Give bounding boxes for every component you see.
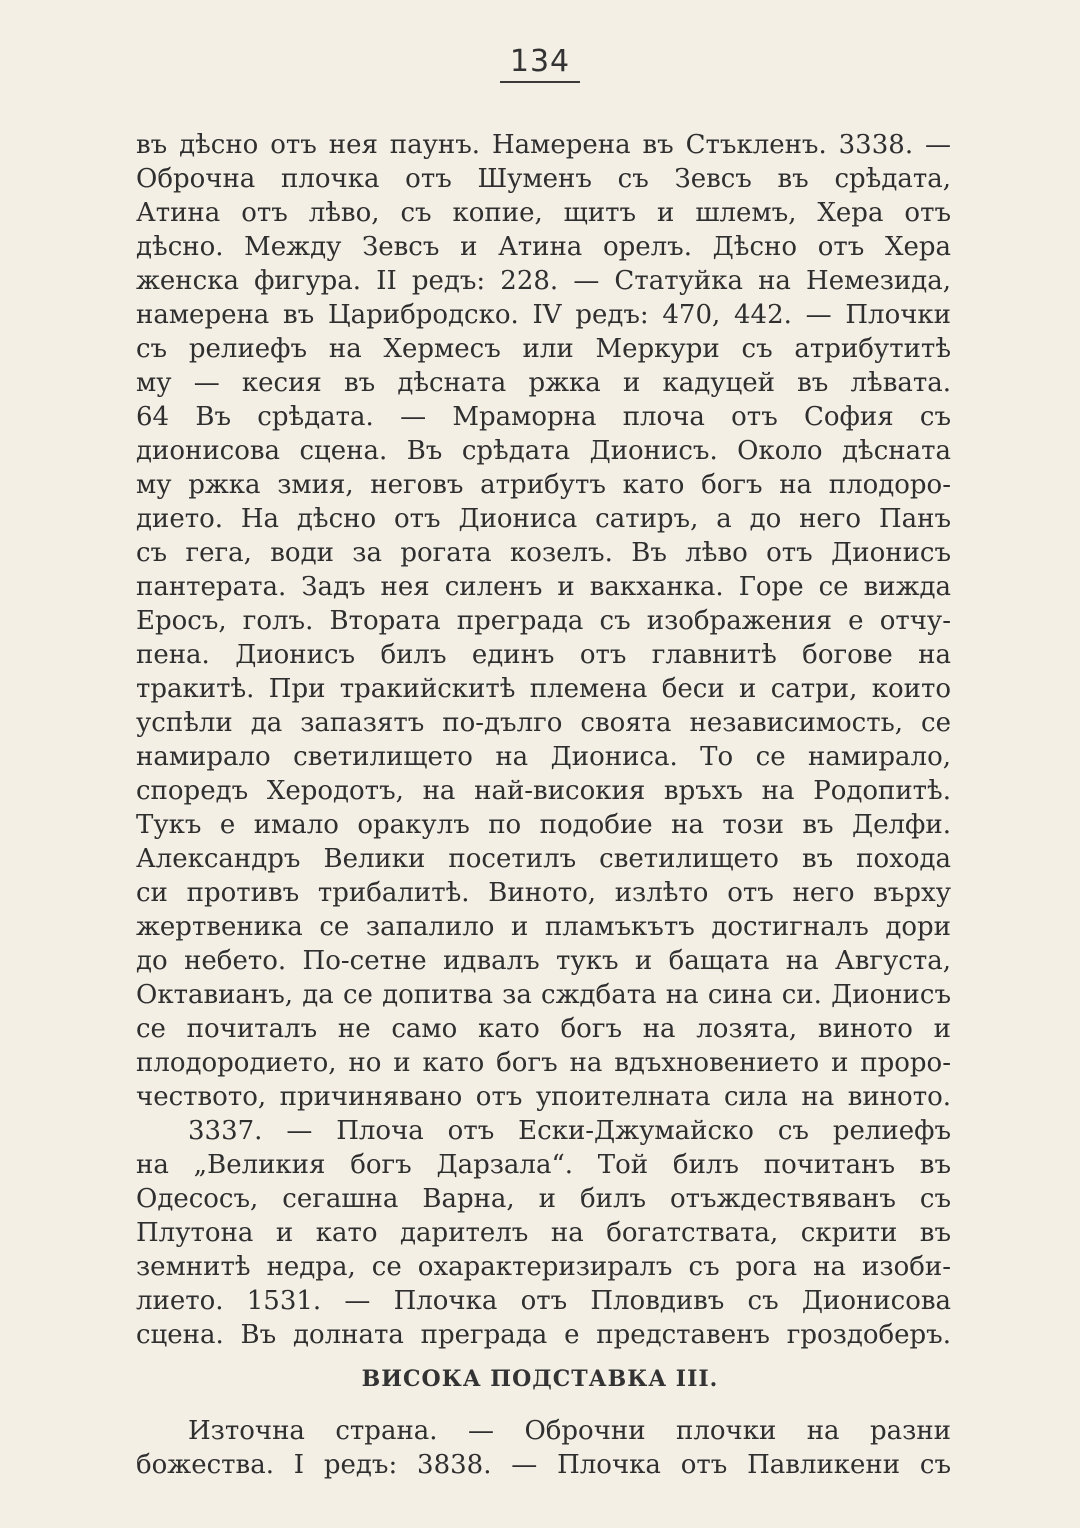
- text-line: намирало светилището на Диониса. То се намирало,: [136, 742, 951, 772]
- text-line: сцена. Въ долната преграда е представенъ гроздоберъ.: [136, 1320, 951, 1350]
- text-line: Атина отъ лѣво, съ копие, щитъ и шлемъ, Хера отъ: [136, 198, 951, 228]
- text-line: 3337. — Плоча отъ Ески-Джумайско съ релиефъ: [188, 1116, 951, 1146]
- text-line: Източна страна. — Оброчни плочки на разни: [188, 1416, 951, 1446]
- page-number-container: [0, 44, 1080, 83]
- text-line: дѣсно. Между Зевсъ и Атина орелъ. Дѣсно отъ Хера: [136, 232, 951, 262]
- text-line: успѣли да запазятъ по-дълго своята независимость, се: [136, 708, 951, 738]
- text-line: Октавианъ, да се допитва за сждбата на сина си. Дионисъ: [136, 980, 951, 1010]
- text-line: въ дѣсно отъ нея паунъ. Намерена въ Стъкленъ. 3338. —: [136, 130, 951, 160]
- text-line: му — кесия въ дѣсната ржка и кадуцей въ лѣвата.: [136, 368, 951, 398]
- section-heading: ВИСОКА ПОДСТАВКА III.: [361, 1366, 719, 1392]
- text-line: тракитѣ. При тракийскитѣ племена беси и сатри, които: [136, 674, 951, 704]
- text-line: дието. На дѣсно отъ Диониса сатиръ, а до него Панъ: [136, 504, 951, 534]
- text-line: пантерата. Задъ нея силенъ и вакханка. Горе се вижда: [136, 572, 951, 602]
- text-line: женска фигура. II редъ: 228. — Статуйка на Немезида,: [136, 266, 951, 296]
- text-line: Александръ Велики посетилъ светилището въ похода: [136, 844, 951, 874]
- text-line: му ржка змия, неговъ атрибутъ като богъ на плодоро-: [136, 470, 951, 500]
- page-number: 134: [500, 44, 580, 83]
- body-text: [136, 128, 951, 1352]
- text-line: на „Великия богъ Дарзала“. Той билъ почитанъ въ: [136, 1150, 951, 1180]
- text-line: намерена въ Царибродско. IV редъ: 470, 442. — Плочки: [136, 300, 951, 330]
- text-line: божества. I редъ: 3838. — Плочка отъ Павликени съ: [136, 1450, 951, 1480]
- text-line: Одесосъ, сегашна Варна, и билъ отъждествяванъ съ: [136, 1184, 951, 1214]
- text-line: пена. Дионисъ билъ единъ отъ главнитѣ богове на: [136, 640, 951, 670]
- text-line: 64 Въ срѣдата. — Мраморна плоча отъ София съ: [136, 402, 951, 432]
- body-text-continued: [136, 1414, 951, 1482]
- text-line: се почиталъ не само като богъ на лозята, виното и: [136, 1014, 951, 1044]
- text-line: Еросъ, голъ. Втората преграда съ изображения е отчу-: [136, 606, 951, 636]
- text-line: съ гега, води за рогата козелъ. Въ лѣво отъ Дионисъ: [136, 538, 951, 568]
- text-line: Плутона и като дарителъ на богатствата, скрити въ: [136, 1218, 951, 1248]
- text-line: си противъ трибалитѣ. Виното, излѣто отъ него върху: [136, 878, 951, 908]
- text-line: жертвеника се запалило и пламъкътъ достигналъ дори: [136, 912, 951, 942]
- text-line: чеството, причинявано отъ упоителната сила на виното.: [136, 1082, 951, 1112]
- text-line: Тукъ е имало оракулъ по подобие на този въ Делфи.: [136, 810, 951, 840]
- text-line: Оброчна плочка отъ Шуменъ съ Зевсъ въ срѣдата,: [136, 164, 951, 194]
- text-line: дионисова сцена. Въ срѣдата Дионисъ. Около дѣсната: [136, 436, 951, 466]
- text-line: лието. 1531. — Плочка отъ Пловдивъ съ Дионисова: [136, 1286, 951, 1316]
- text-line: съ релиефъ на Хермесъ или Меркури съ атрибутитѣ: [136, 334, 951, 364]
- text-line: земнитѣ недра, се охарактеризиралъ съ рога на изоби-: [136, 1252, 951, 1282]
- text-line: плодородието, но и като богъ на вдъхновението и проро-: [136, 1048, 951, 1078]
- text-line: споредъ Херодотъ, на най-високия връхъ на Родопитѣ.: [136, 776, 951, 806]
- text-line: до небето. По-сетне идвалъ тукъ и бащата на Августа,: [136, 946, 951, 976]
